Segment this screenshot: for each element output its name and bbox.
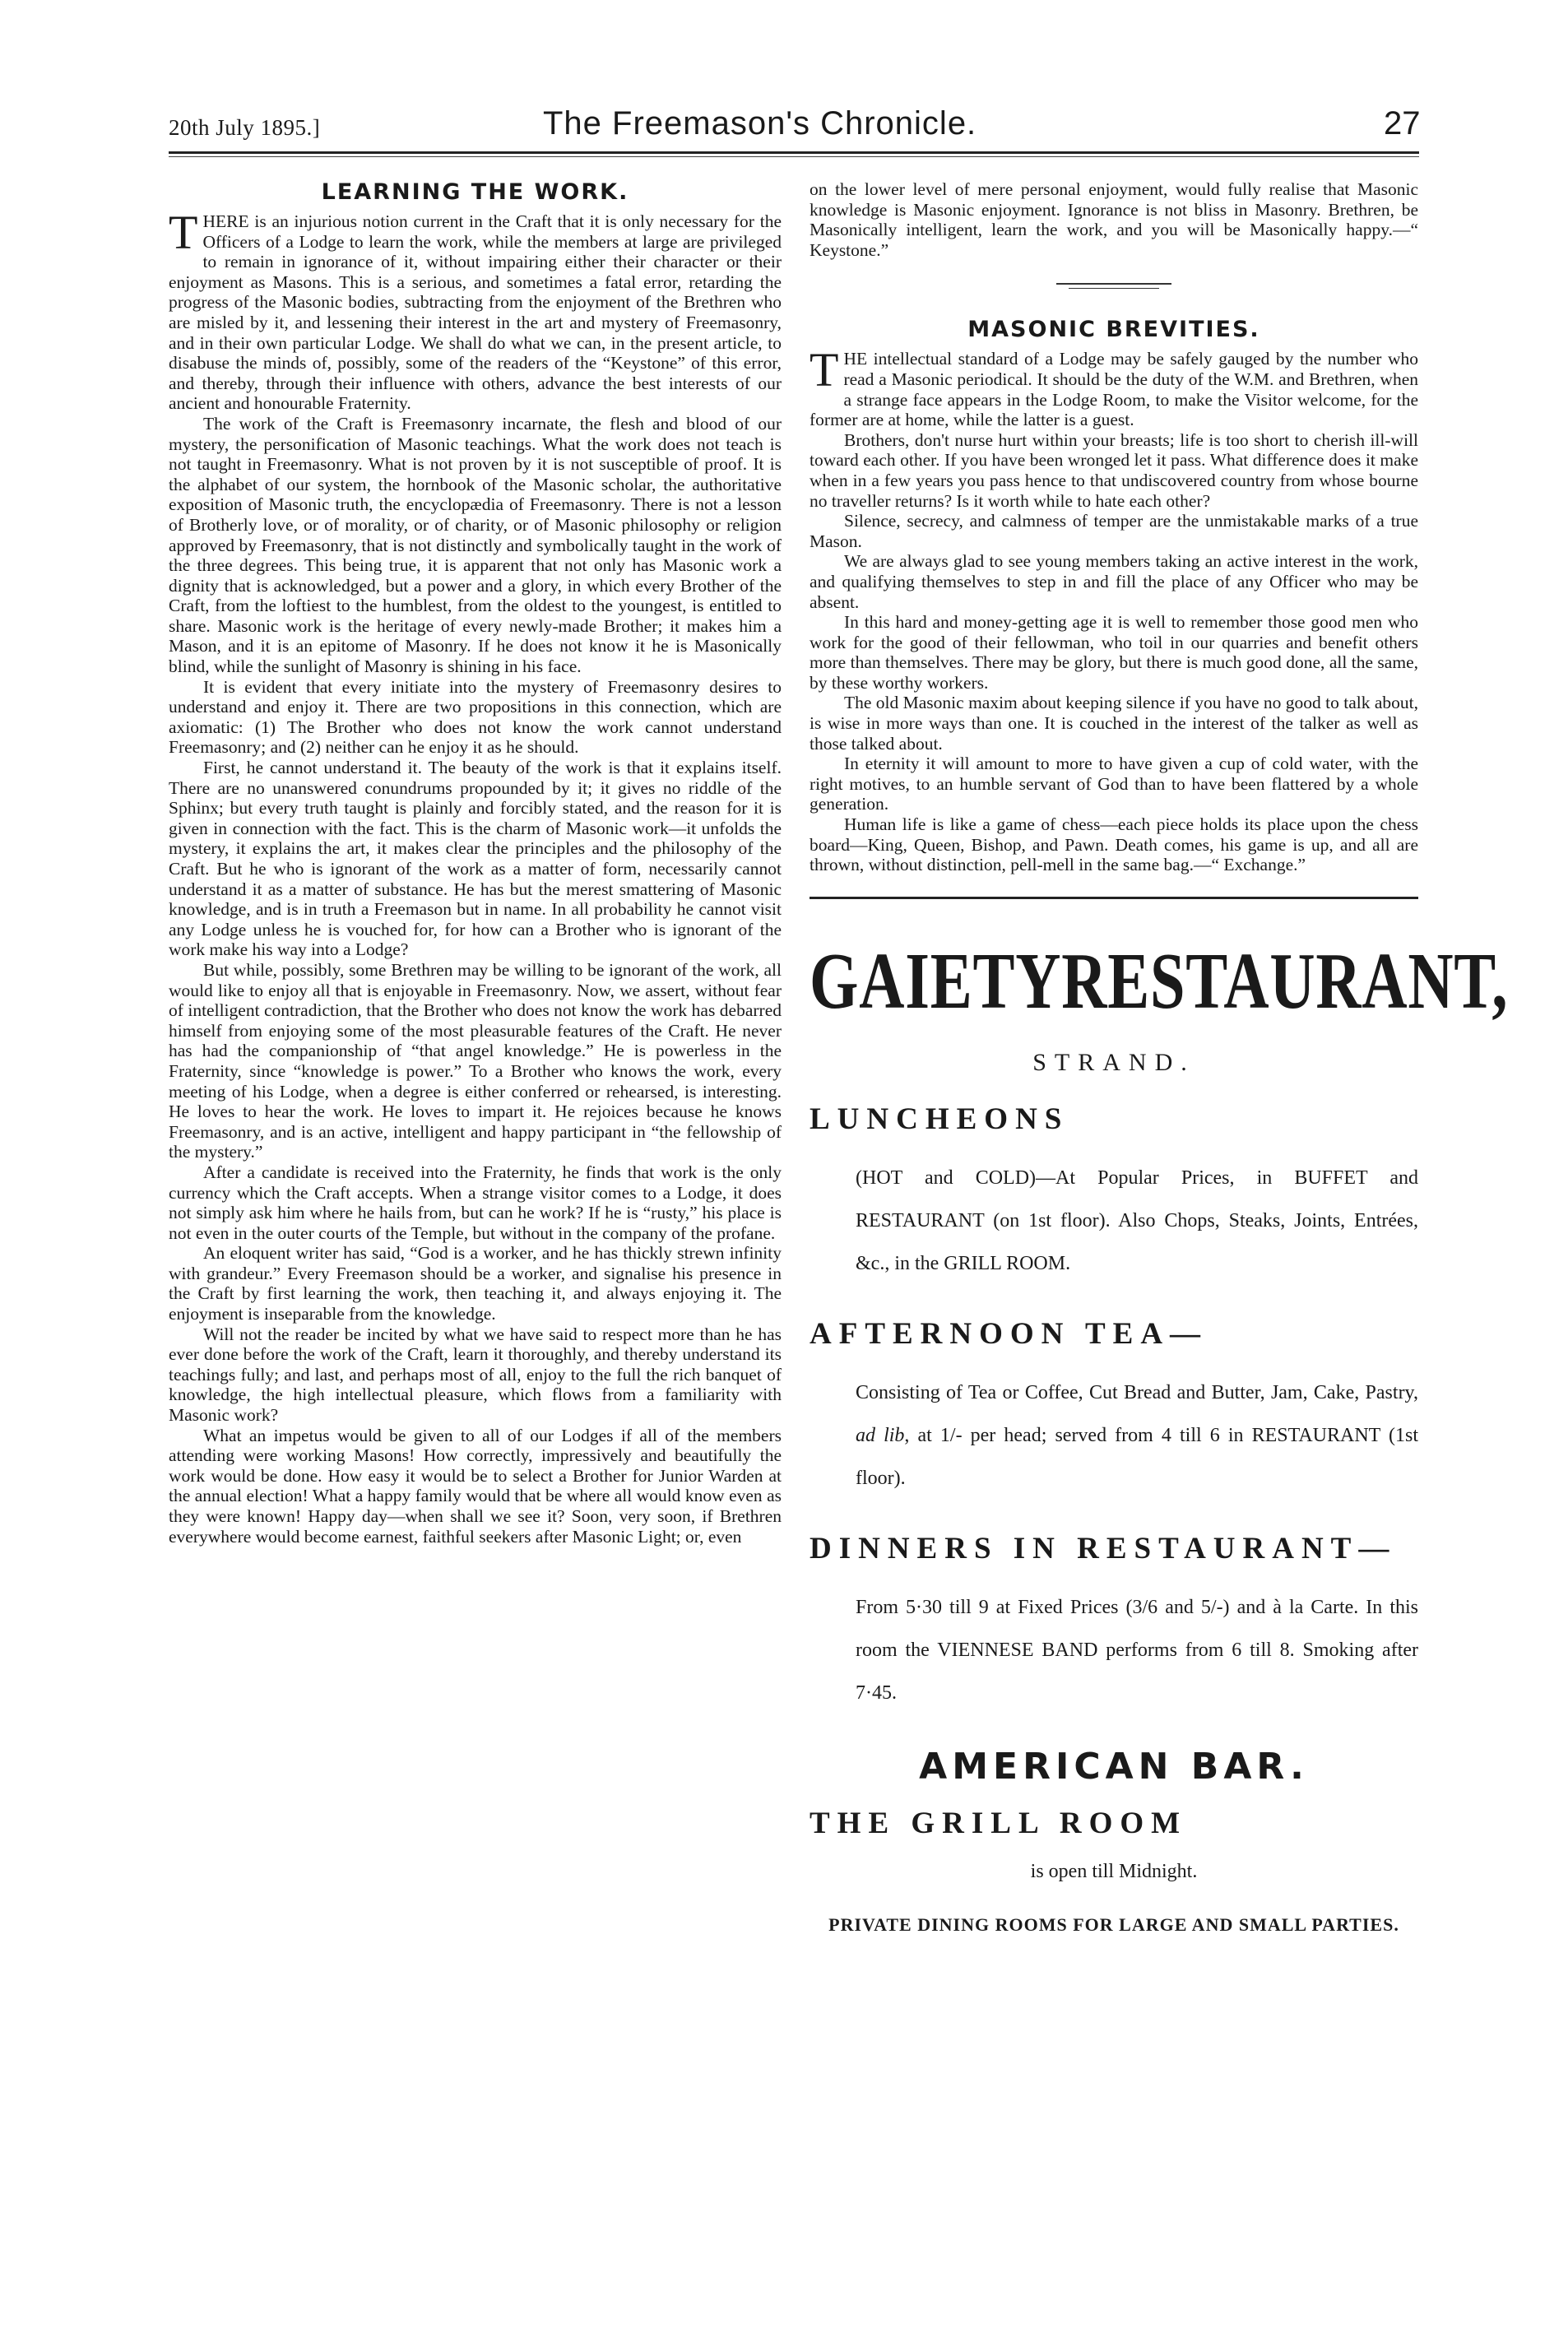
- advert-title-word: RESTAURANT,: [1061, 936, 1509, 1026]
- masthead-title: The Freemason's Chronicle.: [543, 105, 977, 141]
- dinners-text: From 5·30 till 9 at Fixed Prices (3/6 and 5/-) and à la Carte. In this room the VIENNESE BAND performs from 6 till 8. Smoking after 7·45.: [856, 1596, 1418, 1704]
- article-paragraph: We are always glad to see young members taking an active interest in the work, and qualifying themselves to step in and fill the place of any Officer who may be absent.: [810, 551, 1418, 612]
- article-heading-learning: LEARNING THE WORK.: [321, 179, 629, 205]
- right-column: [810, 179, 1509, 1936]
- advert-title: [810, 936, 1509, 1026]
- afternoon-tea-text: Consisting of Tea or Coffee, Cut Bread and Butter, Jam, Cake, Pastry, ad lib, at 1/- per head; served from 4 till 6 in RESTAURANT (1st floor).: [856, 1381, 1418, 1489]
- article-paragraph: Human life is like a game of chess—each piece holds its place upon the chess board—King, Queen, Bishop, and Pawn. Death comes, his game is up, and all are thrown, without distinction, pell-mell in the same bag.—“ Exchange.”: [810, 814, 1418, 875]
- article-paragraph: THERE is an injurious notion current in the Craft that it is only necessary for the Officers of a Lodge to learn the work, while the members at large are privileged to remain in ignorance of it, without impairing either their character or their enjoyment as Masons. This is a serious, and sometimes a fatal error, retarding the progress of the Masonic bodies, subtracting from the enjoyment of the Brethren who are misled by it, and lessening their interest in the art and mystery of Freemasonry, and in their own particular Lodge. We shall do what we can, in the present article, to disabuse the minds of, possibly, some of the readers of the “Keystone” of this error, and thereby, through their influence with others, advance the best interests of our ancient and honourable Fraternity.: [169, 206, 782, 414]
- dinners-heading: DINNERS IN RESTAURANT—: [810, 1531, 1397, 1565]
- page-number: 27: [1384, 105, 1421, 141]
- advert-title-word: GAIETY: [810, 936, 1062, 1026]
- luncheons-text: (HOT and COLD)—At Popular Prices, in BUFFET and RESTAURANT (on 1st floor). Also Chops, Steaks, Joints, Entrées, &c., in the GRILL ROOM.: [856, 1166, 1418, 1274]
- article-paragraph: First, he cannot understand it. The beauty of the work is that it explains itself. There are no unanswered conundrums propounded by it; it gives no riddle of the Sphinx; but every truth taught is plainly and forcibly stated, and the reason for it is given in connection with the fact. This is the charm of Masonic work—it unfolds the mystery, it explains the art, it makes clear the principles and the philosophy of the Craft. But he who is ignorant of the work as a matter of form, necessarily cannot understand it as a matter of substance. He has but the merest smattering of Masonic knowledge, and is in truth a Freemason but in name. In all probability he cannot visit any Lodge unless he is vouched for, for how can a Brother who is ignorant of the work make his way into a Lodge?: [169, 758, 782, 960]
- advert-rule: [810, 897, 1418, 899]
- article-paragraph: Will not the reader be incited by what we have said to respect more than he has ever done before the work of the Craft, learn it thoroughly, and thereby understand its teachings fully; and last, and perhaps most of all, enjoy to the full the rich banquet of knowledge, the high intellectual pleasure, which flows from a familiarity with Masonic work?: [169, 1324, 782, 1426]
- article-paragraph: THE intellectual standard of a Lodge may be safely gauged by the number who read a Masonic periodical. It should be the duty of the W.M. and Brethren, when a strange face appears in the Lodge Room, to make the Visitor welcome, for the former are at home, while the latter is a guest.: [810, 343, 1418, 430]
- article-paragraph: Brothers, don't nurse hurt within your breasts; life is too short to cherish ill-will toward each other. If you have been wronged let it pass. What difference does it make when in a few years you pass hence to that undiscovered country from whose bourne no traveller returns? Is it worth while to hate each other?: [810, 429, 1418, 511]
- article-paragraph: In this hard and money-getting age it is well to remember those good men who work for the good of their fellowman, who toil in our quarries and benefit others more than themselves. There may be glory, but there is much good done, all the same, by these worthy workers.: [810, 612, 1418, 693]
- section-separator-thin: [1069, 288, 1159, 289]
- article-paragraph: It is evident that every initiate into the mystery of Freemasonry desires to understand and enjoy it. There are two propositions in this connection, which are axiomatic: (1) The Brother who does not know the work cannot understand Freemasonry; and (2) neither can he enjoy it as he should.: [169, 676, 782, 758]
- left-column: [169, 179, 782, 1547]
- american-bar-heading: AMERICAN BAR.: [919, 1745, 1309, 1788]
- luncheons-heading: LUNCHEONS: [810, 1102, 1069, 1136]
- section-separator: [1056, 283, 1171, 285]
- afternoon-tea-heading: AFTERNOON TEA—: [810, 1316, 1208, 1351]
- advert-subtitle: STRAND.: [1032, 1048, 1195, 1076]
- article-paragraph: But while, possibly, some Brethren may be willing to be ignorant of the work, all would like to enjoy all that is enjoyable in Freemasonry. Now, we assert, without fear of intelligent contradiction, that the Brother who does not know the work has debarred himself from enjoying some of the most pleasurable features of the Craft. He never has had the companionship of “that angel knowledge.” He is powerless in the Fraternity, since “knowledge is power.” To a Brother who knows the work, every meeting of his Lodge, when a degree is either conferred or rehearsed, is interesting. He loves to hear the work. He loves to impart it. He rejoices because he knows Freemasonry, and is an active, intelligent and happy participant in “the fellowship of the mystery.”: [169, 959, 782, 1162]
- grill-room-text: is open till Midnight.: [1030, 1860, 1198, 1882]
- drop-cap: T: [810, 343, 839, 397]
- article-paragraph: After a candidate is received into the Fraternity, he finds that work is the only currency which the Craft accepts. When a strange visitor comes to a Lodge, it does not simply ask him where he hails from, but can he work? If he is “rusty,” his place is not even in the outer courts of the Temple, but without in the company of the profane.: [169, 1162, 782, 1243]
- header-rule-thin: [169, 156, 1419, 157]
- issue-date: 20th July 1895.]: [169, 115, 321, 140]
- article-paragraph: Silence, secrecy, and calmness of temper are the unmistakable marks of a true Mason.: [810, 511, 1418, 551]
- article-paragraph: The old Masonic maxim about keeping silence if you have no good to talk about, is wise in more ways than one. It is couched in the interest of the talker as well as those talked about.: [810, 693, 1418, 754]
- drop-cap: T: [169, 206, 198, 259]
- article-paragraph: An eloquent writer has said, “God is a worker, and he has thickly strewn infinity with grandeur.” Every Freemason should be a worker, and signalise his presence in the Craft by first learning the work, then teaching it, and always enjoying it. The enjoyment is inseparable from the knowledge.: [169, 1243, 782, 1324]
- grill-room-heading: THE GRILL ROOM: [810, 1806, 1188, 1840]
- article-paragraph: The work of the Craft is Freemasonry incarnate, the flesh and blood of our mystery, the personification of Masonic teachings. What the work does not teach is not taught in Freemasonry. What is not proven by it is not susceptible of proof. It is the alphabet of our system, the hornbook of the Masonic scholar, the authoritative exposition of Masonic truth, the encyclopædia of Freemasonry. There is not a lesson of Brotherly love, or of morality, or of charity, or of Masonic philosophy or religion approved by Freemasonry, that is not distinctly and symbolically taught in the work of the three degrees. This being true, it is apparent that not only has Masonic work a dignity that is acknowledged, but a power and a glory, in which every Brother of the Craft, from the loftiest to the humblest, from the oldest to the youngest, is entitled to share. Masonic work is the heritage of every newly-made Brother; it makes him a Mason, and it is an epitome of Masonry. If he does not know it he is Masonically blind, while the sunlight of Masonry is shining in his face.: [169, 413, 782, 677]
- article-heading-brevities: MASONIC BREVITIES.: [967, 317, 1260, 343]
- header-rule: [169, 151, 1419, 154]
- article-paragraph-continued: on the lower level of mere personal enjoyment, would fully realise that Masonic knowledge is Masonic enjoyment. Ignorance is not bliss in Masonry. Brethren, be Masonically intelligent, learn the work, and you will be Masonically happy.—“ Keystone.”: [810, 179, 1418, 260]
- gaiety-advertisement: [810, 936, 1509, 1936]
- private-rooms-text: PRIVATE DINING ROOMS FOR LARGE AND SMALL PARTIES.: [828, 1913, 1399, 1935]
- article-paragraph: In eternity it will amount to more to have given a cup of cold water, with the right motives, to an humble servant of God than to have been flattered by a whole generation.: [810, 754, 1418, 814]
- article-paragraph: What an impetus would be given to all of our Lodges if all of the members attending were working Masons! How correctly, impressively and beautifully the work would be done. How easy it would be to select a Brother for Junior Warden at the annual election! What a happy family would that be where all would know even as they were known! Happy day—when shall we see it? Soon, very soon, if Brethren everywhere would become earnest, faithful seekers after Masonic Light; or, even: [169, 1425, 782, 1547]
